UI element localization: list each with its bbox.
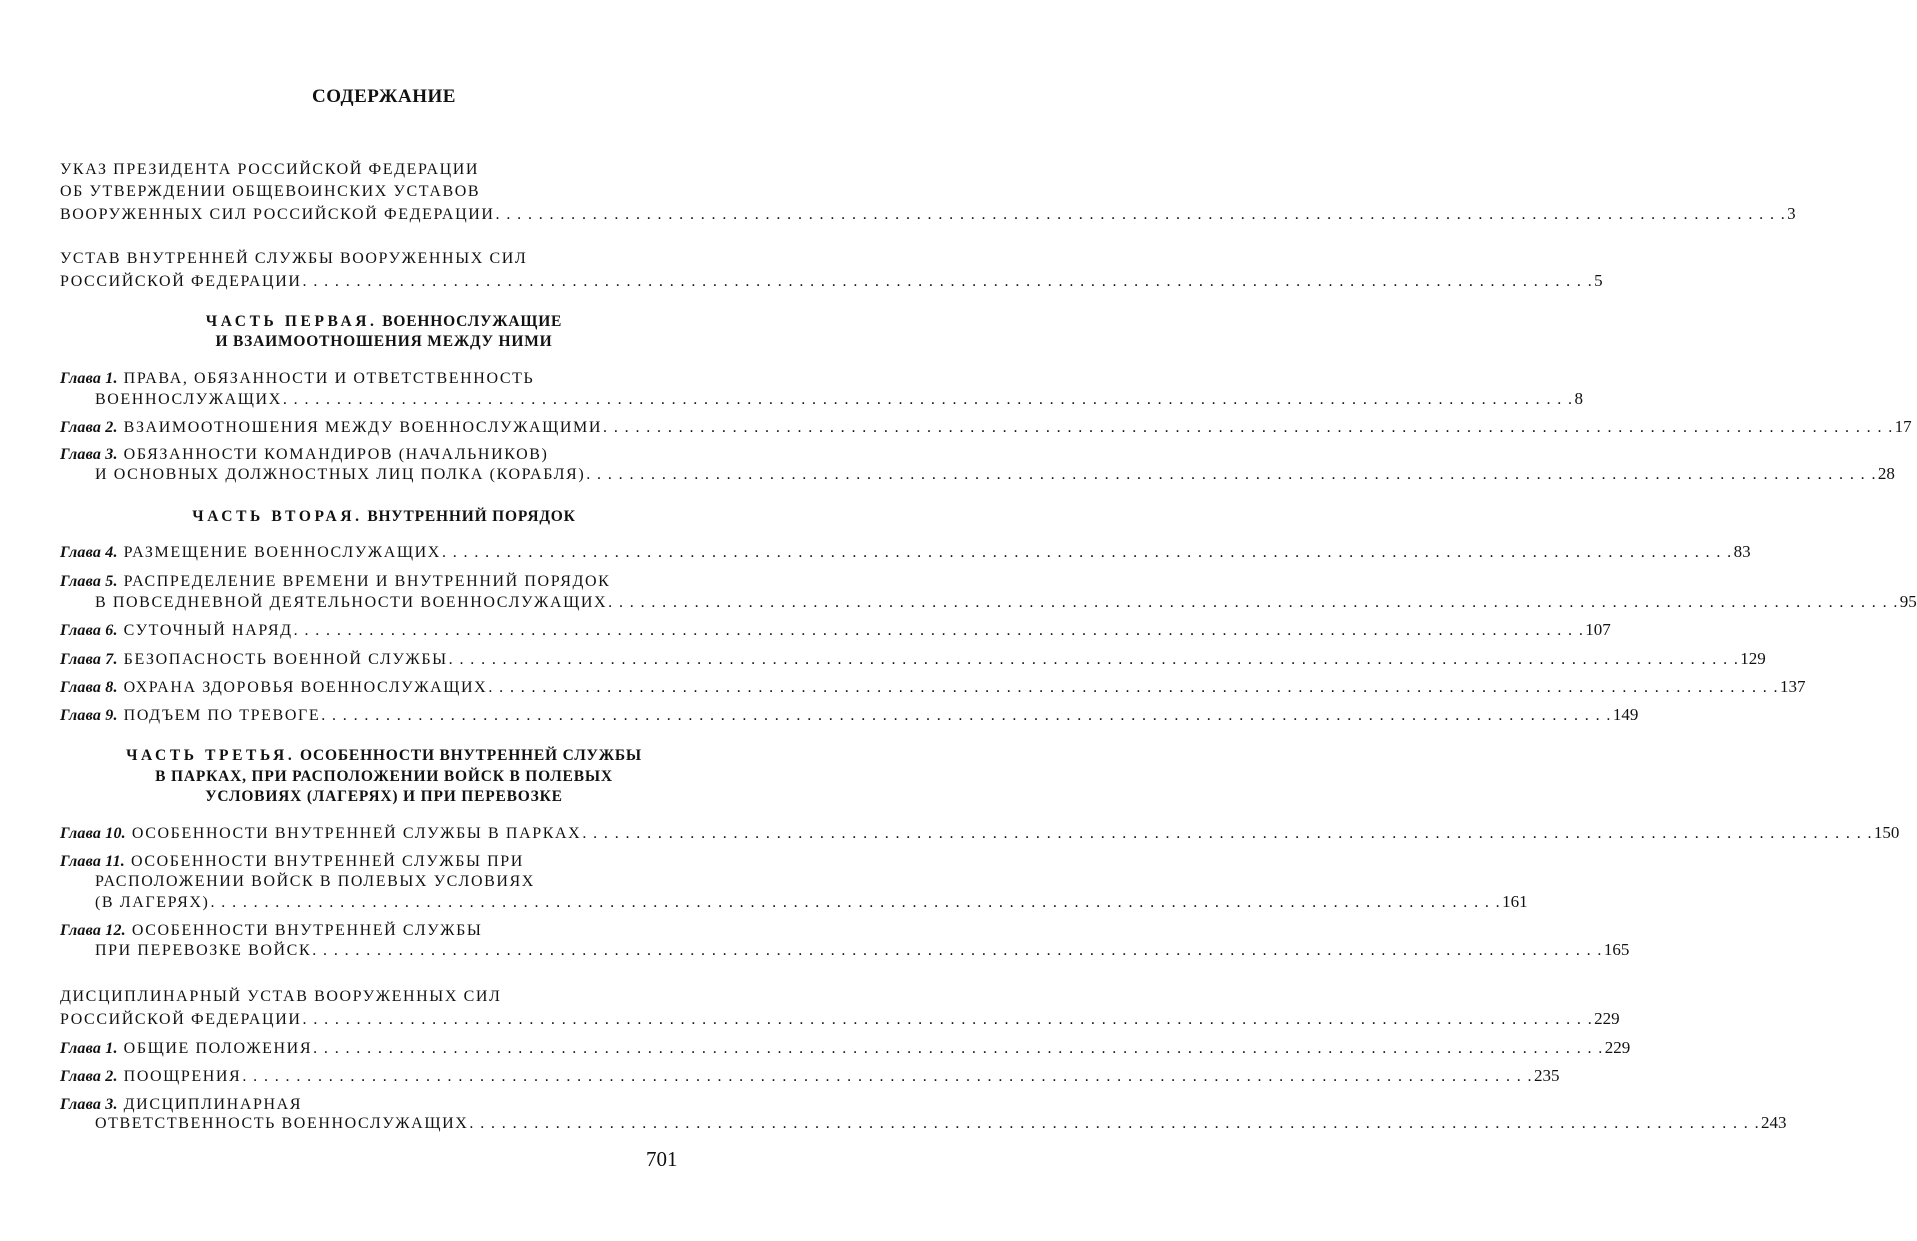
chapter-title-line-1: ДИСЦИПЛИНАРНАЯ bbox=[123, 1096, 303, 1113]
page-number: 243 bbox=[1761, 1113, 1787, 1132]
leader-dots: . . . . . . . . . . . . . . . . . . . . . . . . . . . . . . . . . . . . . . . . . . . . . . . . . . . . . . . . . . . . . . . . . . . . . . . . . . . . . . . . . . . . . . . . . . . . . . . . . . . . . . . . . . . . . . . . . . . . . . . . bbox=[448, 651, 1740, 668]
toc-entry-chapter-8 bbox=[60, 676, 1806, 698]
chapter-label: Глава 1. bbox=[60, 1040, 118, 1057]
leader-dots: . . . . . . . . . . . . . . . . . . . . . . . . . . . . . . . . . . . . . . . . . . . . . . . . . . . . . . . . . . . . . . . . . . . . . . . . . . . . . . . . . . . . . . . . . . . . . . . . . . . . . . . . . . . . . . . . . . . . . . . . bbox=[282, 391, 1574, 408]
chapter-title-line-1: ВЗАИМООТНОШЕНИЯ МЕЖДУ ВОЕННОСЛУЖАЩИМИ bbox=[123, 419, 603, 436]
toc-entry-disc-chapter-1 bbox=[60, 1037, 1631, 1059]
page-number: 161 bbox=[1502, 892, 1528, 911]
chapter-label: Глава 8. bbox=[60, 679, 118, 696]
toc-entry-chapter-1-cont bbox=[95, 388, 1583, 410]
chapter-label: Глава 9. bbox=[60, 707, 118, 724]
part-heading-1-line-2: И ВЗАИМООТНОШЕНИЯ МЕЖДУ НИМИ bbox=[215, 333, 553, 350]
leader-dots: . . . . . . . . . . . . . . . . . . . . . . . . . . . . . . . . . . . . . . . . . . . . . . . . . . . . . . . . . . . . . . . . . . . . . . . . . . . . . . . . . . . . . . . . . . . . . . . . . . . . . . . . . . . . . . . . . . . . . . . . bbox=[608, 594, 1899, 611]
toc-entry-chapter-12-cont bbox=[95, 939, 1630, 961]
leader-dots: . . . . . . . . . . . . . . . . . . . . . . . . . . . . . . . . . . . . . . . . . . . . . . . . . . . . . . . . . . . . . . . . . . . . . . . . . . . . . . . . . . . . . . . . . . . . . . . . . . . . . . . . . . . . . . . . . . . . . . . . bbox=[441, 544, 1733, 561]
leader-dots: . . . . . . . . . . . . . . . . . . . . . . . . . . . . . . . . . . . . . . . . . . . . . . . . . . . . . . . . . . . . . . . . . . . . . . . . . . . . . . . . . . . . . . . . . . . . . . . . . . . . . . . . . . . . . . . . . . . . . . . . bbox=[603, 419, 1894, 436]
chapter-label: Глава 4. bbox=[60, 544, 118, 561]
page-number: 95 bbox=[1899, 592, 1917, 611]
page-number: 165 bbox=[1603, 940, 1630, 959]
page-number: 150 bbox=[1873, 823, 1900, 842]
chapter-label: Глава 5. bbox=[60, 573, 118, 590]
toc-entry-ukaz-line-1: УКАЗ ПРЕЗИДЕНТА РОССИЙСКОЙ ФЕДЕРАЦИИ bbox=[60, 161, 480, 178]
leader-dots: . . . . . . . . . . . . . . . . . . . . . . . . . . . . . . . . . . . . . . . . . . . . . . . . . . . . . . . . . . . . . . . . . . . . . . . . . . . . . . . . . . . . . . . . . . . . . . . . . . . . . . . . . . . . . . . . . . . . . . . . bbox=[312, 942, 1603, 959]
toc-entry-disc-line-1: ДИСЦИПЛИНАРНЫЙ УСТАВ ВООРУЖЕННЫХ СИЛ bbox=[60, 988, 502, 1005]
leader-dots: . . . . . . . . . . . . . . . . . . . . . . . . . . . . . . . . . . . . . . . . . . . . . . . . . . . . . . . . . . . . . . . . . . . . . . . . . . . . . . . . . . . . . . . . . . . . . . . . . . . . . . . . . . . . . . . . . . . . . . . . bbox=[469, 1115, 1760, 1132]
part-heading-3-line-3: УСЛОВИЯХ (ЛАГЕРЯХ) И ПРИ ПЕРЕВОЗКЕ bbox=[205, 788, 563, 805]
leader-dots: . . . . . . . . . . . . . . . . . . . . . . . . . . . . . . . . . . . . . . . . . . . . . . . . . . . . . . . . . . . . . . . . . . . . . . . . . . . . . . . . . . . . . . . . . . . . . . . . . . . . . . . . . . . . . . . . . . . . . . . . bbox=[293, 622, 1585, 639]
chapter-title-line-2: ВОЕННОСЛУЖАЩИХ bbox=[95, 391, 282, 408]
chapter-title-line-1: ПРАВА, ОБЯЗАННОСТИ И ОТВЕТСТВЕННОСТЬ bbox=[123, 370, 535, 387]
toc-entry-ustav bbox=[60, 270, 1603, 292]
toc-entry-disc bbox=[60, 1008, 1620, 1030]
chapter-title-line-1: ПООЩРЕНИЯ bbox=[123, 1068, 242, 1085]
toc-entry-chapter-9 bbox=[60, 704, 1639, 726]
toc-entry-chapter-10 bbox=[60, 822, 1900, 844]
chapter-label: Глава 3. bbox=[60, 1096, 118, 1113]
chapter-title-line-2: В ПОВСЕДНЕВНОЙ ДЕЯТЕЛЬНОСТИ ВОЕННОСЛУЖАЩИХ bbox=[95, 594, 608, 611]
chapter-title-line-2: ПРИ ПЕРЕВОЗКЕ ВОЙСК bbox=[95, 942, 312, 959]
part-title: ВНУТРЕННИЙ ПОРЯДОК bbox=[367, 508, 576, 525]
page-number: 17 bbox=[1894, 417, 1912, 436]
part-heading-3 bbox=[0, 745, 768, 767]
toc-entry-chapter-1 bbox=[60, 368, 678, 390]
leader-dots: . . . . . . . . . . . . . . . . . . . . . . . . . . . . . . . . . . . . . . . . . . . . . . . . . . . . . . . . . . . . . . . . . . . . . . . . . . . . . . . . . . . . . . . . . . . . . . . . . . . . . . . . . . . . . . . . . . . . . . . . bbox=[242, 1068, 1533, 1085]
part-heading-2 bbox=[0, 506, 768, 528]
page-number: 83 bbox=[1733, 542, 1751, 561]
toc-entry-ustav-line-1: УСТАВ ВНУТРЕННЕЙ СЛУЖБЫ ВООРУЖЕННЫХ СИЛ bbox=[60, 250, 528, 267]
toc-entry-ustav-line-2: РОССИЙСКОЙ ФЕДЕРАЦИИ bbox=[60, 273, 302, 290]
part-title: ВОЕННОСЛУЖАЩИЕ bbox=[382, 313, 563, 330]
chapter-title-line-1: РАСПРЕДЕЛЕНИЕ ВРЕМЕНИ И ВНУТРЕННИЙ ПОРЯДОК bbox=[123, 573, 611, 590]
leader-dots: . . . . . . . . . . . . . . . . . . . . . . . . . . . . . . . . . . . . . . . . . . . . . . . . . . . . . . . . . . . . . . . . . . . . . . . . . . . . . . . . . . . . . . . . . . . . . . . . . . . . . . . . . . . . . . . . . . . . . . . . bbox=[586, 466, 1877, 483]
leader-dots: . . . . . . . . . . . . . . . . . . . . . . . . . . . . . . . . . . . . . . . . . . . . . . . . . . . . . . . . . . . . . . . . . . . . . . . . . . . . . . . . . . . . . . . . . . . . . . . . . . . . . . . . . . . . . . . . . . . . . . . . bbox=[495, 206, 1787, 223]
page-title: СОДЕРЖАНИЕ bbox=[312, 86, 456, 107]
toc-entry-ukaz bbox=[60, 203, 1796, 225]
toc-entry-chapter-11-cont bbox=[95, 891, 1528, 913]
toc-entry-chapter-3-cont bbox=[95, 463, 1895, 485]
chapter-label: Глава 2. bbox=[60, 419, 118, 436]
page-number: 3 bbox=[1787, 204, 1796, 223]
toc-entry-disc-line-2: РОССИЙСКОЙ ФЕДЕРАЦИИ bbox=[60, 1011, 302, 1028]
part-heading-3-line-2: В ПАРКАХ, ПРИ РАСПОЛОЖЕНИИ ВОЙСК В ПОЛЕВЫХ bbox=[155, 768, 613, 785]
part-label: ЧАСТЬ ТРЕТЬЯ. bbox=[126, 747, 296, 764]
leader-dots: . . . . . . . . . . . . . . . . . . . . . . . . . . . . . . . . . . . . . . . . . . . . . . . . . . . . . . . . . . . . . . . . . . . . . . . . . . . . . . . . . . . . . . . . . . . . . . . . . . . . . . . . . . . . . . . . . . . . . . . . bbox=[210, 894, 1502, 911]
chapter-title-line-2: И ОСНОВНЫХ ДОЛЖНОСТНЫХ ЛИЦ ПОЛКА (КОРАБЛЯ) bbox=[95, 466, 586, 483]
page-number: 129 bbox=[1740, 649, 1766, 668]
chapter-title-line-2: РАСПОЛОЖЕНИИ ВОЙСК В ПОЛЕВЫХ УСЛОВИЯХ bbox=[95, 873, 535, 890]
chapter-label: Глава 1. bbox=[60, 370, 118, 387]
toc-entry-chapter-5 bbox=[60, 571, 678, 593]
chapter-label: Глава 7. bbox=[60, 651, 118, 668]
toc-entry-chapter-2 bbox=[60, 416, 1912, 438]
chapter-title-line-1: РАЗМЕЩЕНИЕ ВОЕННОСЛУЖАЩИХ bbox=[123, 544, 441, 561]
chapter-title-line-2: ОТВЕТСТВЕННОСТЬ ВОЕННОСЛУЖАЩИХ bbox=[95, 1115, 469, 1132]
part-label: ЧАСТЬ ВТОРАЯ. bbox=[192, 508, 363, 525]
toc-entry-ukaz-line-3: ВООРУЖЕННЫХ СИЛ РОССИЙСКОЙ ФЕДЕРАЦИИ bbox=[60, 206, 495, 223]
toc-entry-ukaz-line-2: ОБ УТВЕРЖДЕНИИ ОБЩЕВОИНСКИХ УСТАВОВ bbox=[60, 183, 481, 200]
page-number: 107 bbox=[1585, 620, 1611, 639]
page-number: 8 bbox=[1574, 389, 1583, 408]
page-number: 137 bbox=[1779, 677, 1806, 696]
chapter-title-line-1: ОБЯЗАННОСТИ КОМАНДИРОВ (НАЧАЛЬНИКОВ) bbox=[123, 446, 549, 463]
chapter-title-line-1: ОСОБЕННОСТИ ВНУТРЕННЕЙ СЛУЖБЫ bbox=[131, 922, 483, 939]
page-number: 235 bbox=[1533, 1066, 1560, 1085]
toc-entry-disc-chapter-3-cont bbox=[95, 1112, 1787, 1134]
chapter-title-line-1: СУТОЧНЫЙ НАРЯД bbox=[123, 622, 293, 639]
chapter-title-line-1: ПОДЪЕМ ПО ТРЕВОГЕ bbox=[123, 707, 321, 724]
chapter-title-line-1: ОБЩИЕ ПОЛОЖЕНИЯ bbox=[123, 1040, 313, 1057]
leader-dots: . . . . . . . . . . . . . . . . . . . . . . . . . . . . . . . . . . . . . . . . . . . . . . . . . . . . . . . . . . . . . . . . . . . . . . . . . . . . . . . . . . . . . . . . . . . . . . . . . . . . . . . . . . . . . . . . . . . . . . . . bbox=[313, 1040, 1604, 1057]
chapter-title-line-1: ОСОБЕННОСТИ ВНУТРЕННЕЙ СЛУЖБЫ ПРИ bbox=[130, 853, 524, 870]
folio-page-number: 701 bbox=[646, 1147, 678, 1171]
chapter-label: Глава 12. bbox=[60, 922, 126, 939]
leader-dots: . . . . . . . . . . . . . . . . . . . . . . . . . . . . . . . . . . . . . . . . . . . . . . . . . . . . . . . . . . . . . . . . . . . . . . . . . . . . . . . . . . . . . . . . . . . . . . . . . . . . . . . . . . . . . . . . . . . . . . . . bbox=[582, 825, 1873, 842]
leader-dots: . . . . . . . . . . . . . . . . . . . . . . . . . . . . . . . . . . . . . . . . . . . . . . . . . . . . . . . . . . . . . . . . . . . . . . . . . . . . . . . . . . . . . . . . . . . . . . . . . . . . . . . . . . . . . . . . . . . . . . . . bbox=[488, 679, 1779, 696]
chapter-label: Глава 11. bbox=[60, 853, 125, 870]
chapter-label: Глава 6. bbox=[60, 622, 118, 639]
toc-entry-chapter-5-cont bbox=[95, 591, 1917, 613]
leader-dots: . . . . . . . . . . . . . . . . . . . . . . . . . . . . . . . . . . . . . . . . . . . . . . . . . . . . . . . . . . . . . . . . . . . . . . . . . . . . . . . . . . . . . . . . . . . . . . . . . . . . . . . . . . . . . . . . . . . . . . . . bbox=[302, 1011, 1594, 1028]
part-title: ОСОБЕННОСТИ ВНУТРЕННЕЙ СЛУЖБЫ bbox=[299, 747, 642, 764]
chapter-title-line-1: БЕЗОПАСНОСТЬ ВОЕННОЙ СЛУЖБЫ bbox=[123, 651, 448, 668]
toc-entry-chapter-11 bbox=[60, 851, 678, 873]
chapter-label: Глава 10. bbox=[60, 825, 126, 842]
part-label: ЧАСТЬ ПЕРВАЯ. bbox=[205, 313, 378, 330]
page-number: 5 bbox=[1594, 271, 1603, 290]
part-heading-1 bbox=[0, 311, 768, 333]
toc-entry-disc-chapter-2 bbox=[60, 1065, 1560, 1087]
chapter-title-line-1: ОХРАНА ЗДОРОВЬЯ ВОЕННОСЛУЖАЩИХ bbox=[123, 679, 488, 696]
toc-entry-chapter-7 bbox=[60, 648, 1766, 670]
toc-entry-chapter-6 bbox=[60, 619, 1611, 641]
page-number: 229 bbox=[1594, 1009, 1620, 1028]
chapter-title-line-3: (В ЛАГЕРЯХ) bbox=[95, 894, 210, 911]
chapter-label: Глава 3. bbox=[60, 446, 118, 463]
toc-entry-chapter-4 bbox=[60, 541, 1751, 563]
chapter-title-line-1: ОСОБЕННОСТИ ВНУТРЕННЕЙ СЛУЖБЫ В ПАРКАХ bbox=[131, 825, 582, 842]
leader-dots: . . . . . . . . . . . . . . . . . . . . . . . . . . . . . . . . . . . . . . . . . . . . . . . . . . . . . . . . . . . . . . . . . . . . . . . . . . . . . . . . . . . . . . . . . . . . . . . . . . . . . . . . . . . . . . . . . . . . . . . . bbox=[321, 707, 1612, 724]
leader-dots: . . . . . . . . . . . . . . . . . . . . . . . . . . . . . . . . . . . . . . . . . . . . . . . . . . . . . . . . . . . . . . . . . . . . . . . . . . . . . . . . . . . . . . . . . . . . . . . . . . . . . . . . . . . . . . . . . . . . . . . . bbox=[302, 273, 1594, 290]
chapter-label: Глава 2. bbox=[60, 1068, 118, 1085]
page-number: 229 bbox=[1604, 1038, 1631, 1057]
page-number: 149 bbox=[1612, 705, 1639, 724]
page-number: 28 bbox=[1877, 464, 1895, 483]
